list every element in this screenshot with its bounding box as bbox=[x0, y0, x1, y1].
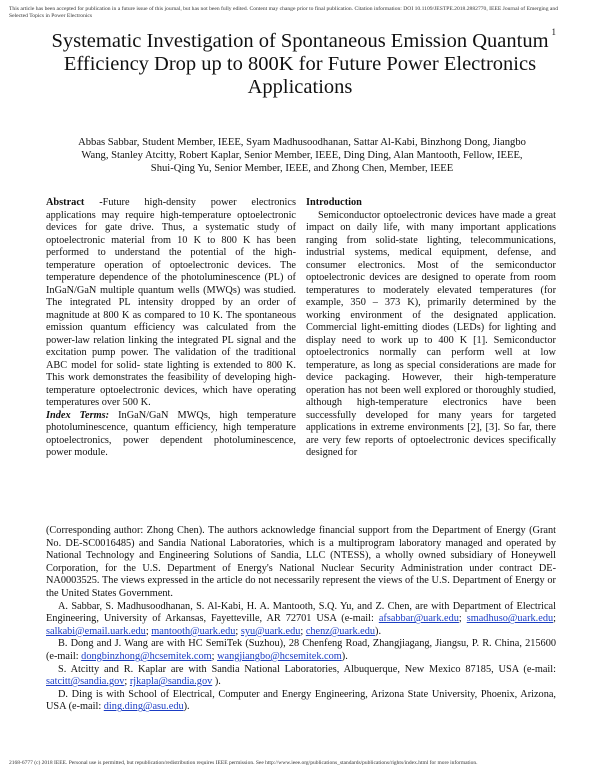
affiliation-sandia: S. Atcitty and R. Kaplar are with Sandia National Laboratories, Albuquerque, New Mexico 87185, USA (e-mail: satcitt@sandia.gov; rjkapla@sandia.gov ). bbox=[46, 663, 556, 688]
abstract-paragraph bbox=[46, 197, 296, 410]
right-column bbox=[306, 197, 556, 460]
email-link[interactable]: mantooth@uark.edu bbox=[151, 625, 236, 637]
affiliation-sandia-text: S. Atcitty and R. Kaplar are with Sandia National Laboratories, Albuquerque, New Mexico 87185, USA (e-mail: bbox=[58, 663, 556, 675]
email-link[interactable]: smadhuso@uark.edu bbox=[466, 613, 554, 625]
author-list: Abbas Sabbar, Student Member, IEEE, Syam Madhusoodhanan, Sattar Al-Kabi, Binzhong Dong, Jiangbo Wang, Stanley Atcitty, Robert Kaplar, Senior Member, IEEE, Ding Ding, Alan Mantooth, Fellow, IEEE, Shui-Qing Yu, Senior Member, IEEE, and Zhong Chen, Member, IEEE bbox=[78, 137, 526, 175]
corresponding-author-note: (Corresponding author: Zhong Chen). The authors acknowledge financial support from the Department of Energy (Grant No. DE-SC0016485) and Sandia National Laboratories, which is a multiprogram laboratory managed and operated by National Technology and Engineering Solutions of Sandia, LLC (NTESS), a wholly owned subsidiary of Honeywell Corporation, for the U.S. Department of Energy's National Nuclear Security Administration under contract DE-NA0003525. The views expressed in the article do not necessarily represent the views of the U.S. Department of Energy or the United States Government. bbox=[46, 525, 556, 599]
email-link[interactable]: satcitt@sandia.gov bbox=[46, 676, 125, 688]
email-link[interactable]: ding.ding@asu.edu bbox=[103, 701, 184, 713]
paper-title: Systematic Investigation of Spontaneous Emission Quantum Efficiency Drop up to 800K for Future Power Electronics Applications bbox=[51, 30, 549, 98]
abstract-label: Abstract - bbox=[46, 197, 103, 208]
email-link[interactable]: syu@uark.edu bbox=[240, 625, 301, 637]
footnote-block bbox=[46, 525, 556, 714]
affiliation-arkansas-text: A. Sabbar, S. Madhusoodhanan, S. Al-Kabi, H. A. Mantooth, S.Q. Yu, and Z. Chen, are with Department of Electrical Engineering, University of Arkansas, Fayetteville, AR 72701 USA (e-mail: bbox=[46, 600, 556, 625]
introduction-heading: Introduction bbox=[306, 197, 362, 208]
affiliation-asu: D. Ding is with School of Electrical, Computer and Energy Engineering, Arizona State University, Phoenix, Arizona, USA (e-mail: ding.ding@asu.edu). bbox=[46, 688, 556, 713]
email-link[interactable]: afsabbar@uark.edu bbox=[378, 613, 459, 625]
introduction-text: Semiconductor optoelectronic devices have made a great impact on daily life, with many important applications ranging from solid-state lighting, telecommunications, industrial systems, medical equipment, defense, and consumer electronics. Most of the semiconductor optoelectronic devices are designed to operate from room temperatures to moderately elevated temperatures (for example, 350 – 373 K), primarily determined by the working environment of the designated application. Commercial light-emitting diodes (LEDs) for lighting and display need to work up to 400 K [1]. Semiconductor optoelectronics normally can perform well at low temperature, as long as special considerations are made for device packaging. However, their high-temperature operation has not been well explored or thoroughly studied, although high-temperature electronics have been successfully developed for many years for targeted applications in extreme environments [2], [3]. So far, there are very few reports of optoelectronic devices specifically designed for bbox=[306, 209, 556, 458]
affiliation-arkansas: A. Sabbar, S. Madhusoodhanan, S. Al-Kabi, H. A. Mantooth, S.Q. Yu, and Z. Chen, are with Department of Electrical Engineering, University of Arkansas, Fayetteville, AR 72701 USA (e-mail: afsabbar@uark.edu; smadhuso@uark.edu; salkabi@email.uark.edu; mantooth@uark.edu; syu@uark.edu; chenz@uark.edu). bbox=[46, 600, 556, 637]
affiliation-asu-text: D. Ding is with School of Electrical, Computer and Energy Engineering, Arizona State University, Phoenix, Arizona, USA (e-mail: bbox=[46, 688, 556, 713]
affiliation-hc-semitek: B. Dong and J. Wang are with HC SemiTek (Suzhou), 28 Chenfeng Road, Zhangjiagang, Jiangsu, P. R. China, 215600 (e-mail: dongbinzhong@hcsemitek.com; wangjiangbo@hcsemitek.com). bbox=[46, 638, 556, 662]
email-link[interactable]: wangjiangbo@hcsemitek.com bbox=[217, 650, 342, 662]
email-link[interactable]: chenz@uark.edu bbox=[305, 625, 376, 637]
index-terms-paragraph bbox=[46, 410, 296, 460]
left-column bbox=[46, 197, 296, 460]
email-link[interactable]: salkabi@email.uark.edu bbox=[46, 625, 146, 637]
email-link[interactable]: dongbinzhong@hcsemitek.com bbox=[81, 650, 212, 662]
email-link[interactable]: rjkapla@sandia.gov bbox=[129, 676, 213, 688]
copyright-note: 2168-6777 (c) 2018 IEEE. Personal use is permitted, but republication/redistribution requires IEEE permission. See http://www.ieee.org/publications_standards/publications/rights/index.html for more information. bbox=[9, 760, 478, 766]
affiliation-hc-semitek-text: B. Dong and J. Wang are with HC SemiTek (Suzhou), 28 Chenfeng Road, Zhangjiagang, Jiangsu, P. R. China, 215600 (e-mail: bbox=[46, 638, 556, 662]
index-terms-label: Index Terms: bbox=[46, 409, 110, 421]
page-number: 1 bbox=[551, 27, 556, 37]
index-terms-text: InGaN/GaN MWQs, high temperature photoluminescence, quantum efficiency, high temperature optoelectronics, power dependent photoluminescence, power module. bbox=[46, 409, 297, 458]
journal-acceptance-note: This article has been accepted for publication in a future issue of this journal, but has not been fully edited. Content may change prior to final publication. Citation information: DOI 10.1109/JESTPE.2018.2882770, IEEE Journal of Emerging and Selected Topics in Power Electronics bbox=[9, 6, 558, 19]
abstract-text: Future high-density power electronics applications may require high-temperature optoelectronic devices for gate drive. Thus, a systematic study of optoelectronic material from 10 K to 800 K has been performed to understand the potential of the high-temperature operation of optoelectronic devices. The temperature dependence of the photoluminescence (PL) of InGaN/GaN multiple quantum wells (MWQs) was studied. The integrated PL intensity dropped by an order of magnitude at 800 K as compared to 10 K. The spontaneous emission quantum efficiency was calculated from the power-law relation linking the integrated PL signal and the excitation pump power. The validation of the traditional ABC model for solid- state lighting is extended to 800 K. This work demonstrates the feasibility of developing high-temperature optoelectronic devices, which have operating temperatures over 500 K. bbox=[46, 197, 296, 408]
